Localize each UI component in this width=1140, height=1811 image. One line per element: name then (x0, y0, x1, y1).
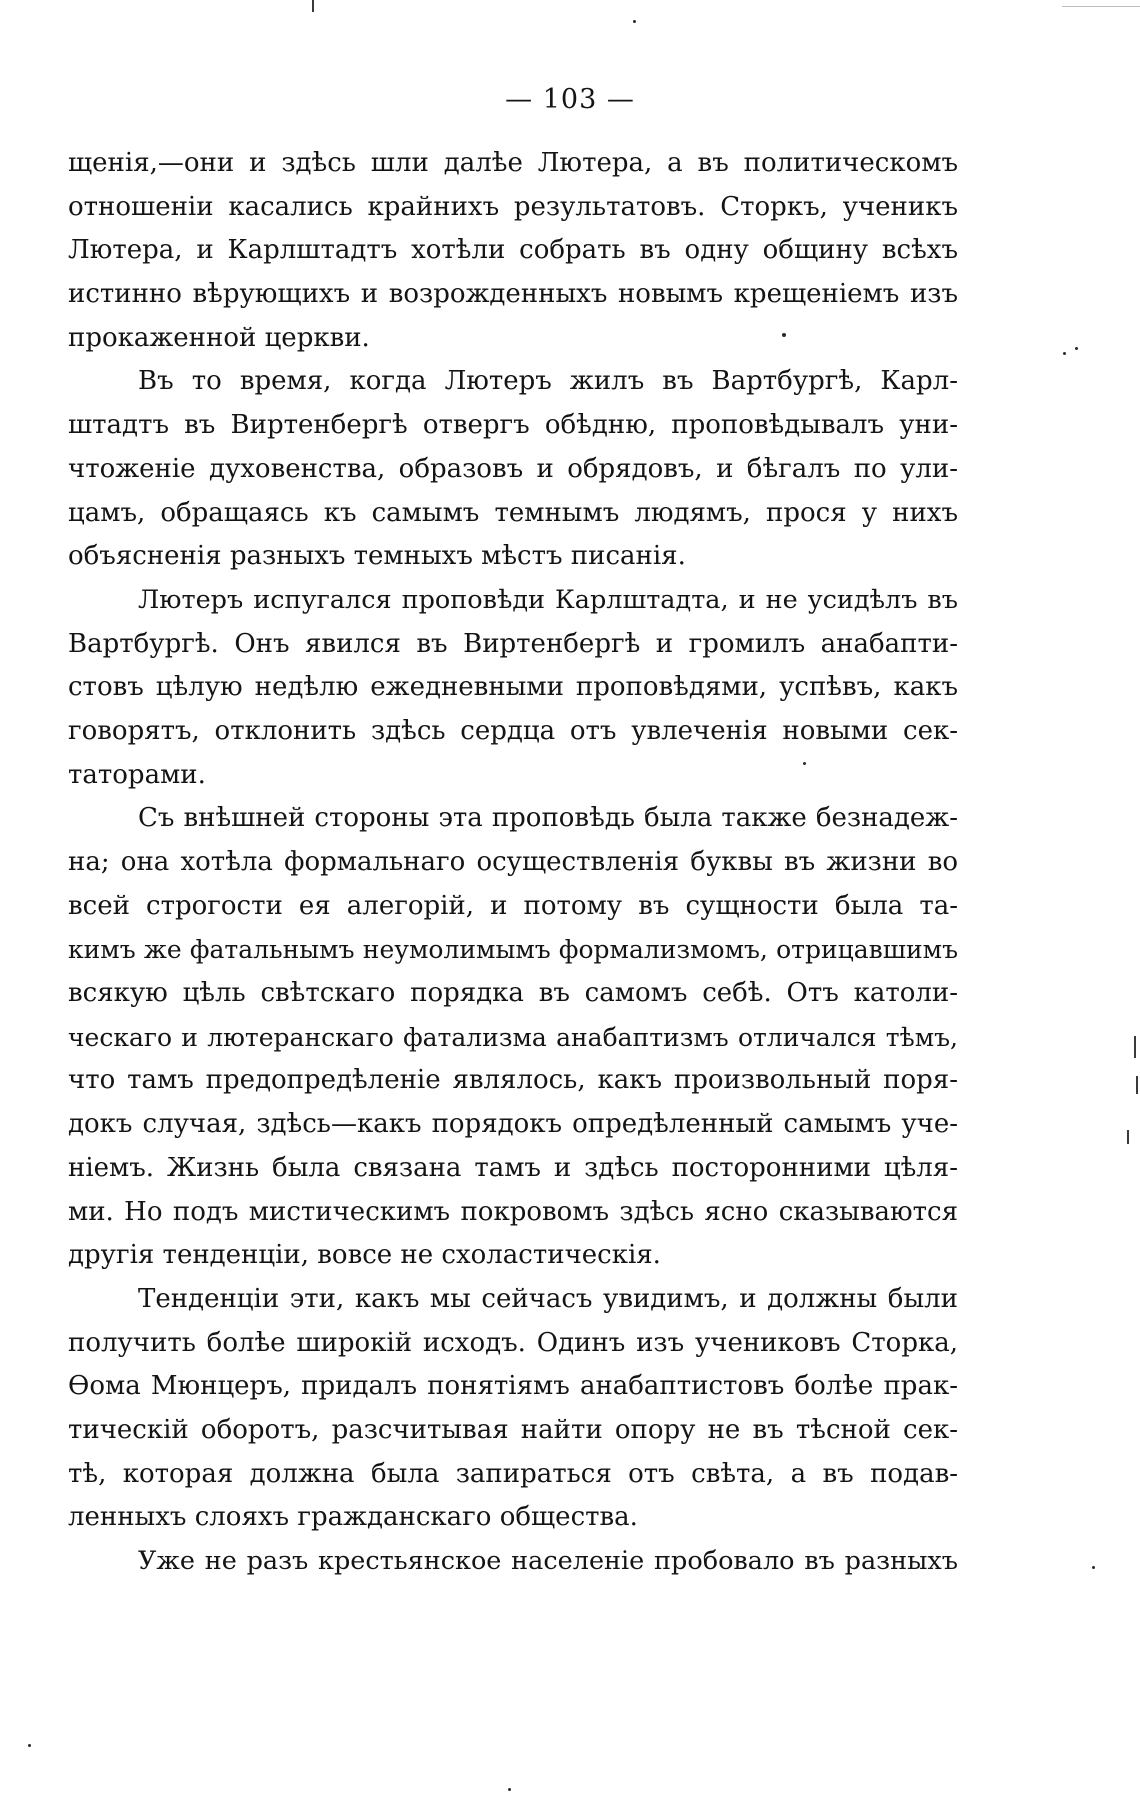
text-line: Лютера, и Карлштадтъ хотѣли собрать въ одну общину всѣхъ (68, 235, 958, 266)
text-line: стовъ цѣлую недѣлю ежедневными проповѣдями, успѣвъ, какъ (68, 672, 958, 703)
text-line: что тамъ предопредѣленіе являлось, какъ произвольный поря- (68, 1065, 958, 1096)
text-line: Въ то время, когда Лютеръ жилъ въ Вартбургѣ, Карл- (138, 366, 958, 397)
text-line: всякую цѣль свѣтскаго порядка въ самомъ себѣ. Отъ католи- (68, 978, 958, 1009)
text-line: таторами. (68, 759, 206, 790)
text-line: тѣ, которая должна была запираться отъ свѣта, а въ подав- (68, 1458, 958, 1489)
paragraph-4 (68, 797, 958, 1278)
scan-speck (508, 1788, 511, 1791)
text-line: другія тенденціи, вовсе не схоластическія. (68, 1240, 661, 1271)
text-line: ческаго и лютеранскаго фатализма анабаптизмъ отличался тѣмъ, (68, 1022, 958, 1052)
text-line: Лютеръ испугался проповѣди Карлштадта, и не усидѣлъ въ (138, 584, 958, 615)
paragraph-2 (68, 360, 958, 578)
scan-edge-mark (1134, 1036, 1136, 1058)
text-line: прокаженной церкви. (68, 322, 370, 353)
scan-edge-mark (1127, 1130, 1129, 1144)
scan-speck (1063, 352, 1066, 355)
text-line: щенія,—они и здѣсь шли далѣе Лютера, а въ политическомъ (68, 148, 958, 178)
paragraph-3 (68, 579, 958, 797)
scan-edge-mark (1062, 6, 1140, 7)
text-line: штадтъ въ Виртенбергѣ отвергъ обѣдню, проповѣдывалъ уни- (68, 410, 958, 441)
text-line: чтоженіе духовенства, образовъ и обрядовъ, и бѣгалъ по ули- (68, 453, 958, 484)
text-line: ніемъ. Жизнь была связана тамъ и здѣсь посторонними цѣля- (68, 1152, 958, 1183)
text-line: получить болѣе широкій исходъ. Одинъ изъ учениковъ Сторка, (68, 1327, 958, 1358)
text-line: цамъ, обращаясь къ самымъ темнымъ людямъ, прося у нихъ (68, 497, 958, 528)
text-line: истинно вѣрующихъ и возрожденныхъ новымъ крещеніемъ изъ (68, 279, 958, 310)
scan-edge-mark (312, 0, 314, 12)
scan-edge-mark (1136, 1076, 1138, 1094)
paragraph-6 (68, 1540, 958, 1584)
scan-speck (633, 20, 636, 23)
text-line: тическій оборотъ, разсчитывая найти опору не въ тѣсной сек- (68, 1414, 958, 1445)
text-line: ми. Но подъ мистическимъ покровомъ здѣсь ясно сказываются (68, 1196, 958, 1227)
scan-speck (1092, 1566, 1095, 1569)
text-line: объясненія разныхъ темныхъ мѣстъ писанія. (68, 541, 686, 572)
text-line: Тенденціи эти, какъ мы сейчасъ увидимъ, и должны были (138, 1283, 958, 1314)
paragraph-5 (68, 1278, 958, 1540)
text-line: Ѳома Мюнцеръ, придалъ понятіямъ анабаптистовъ болѣе прак- (68, 1371, 958, 1402)
text-line: докъ случая, здѣсь—какъ порядокъ опредѣленный самымъ уче- (68, 1109, 958, 1140)
page-number: — 103 — (505, 84, 635, 115)
text-line: отношеніи касались крайнихъ результатовъ. Сторкъ, ученикъ (68, 191, 958, 222)
text-line: Съ внѣшней стороны эта проповѣдь была также безнадеж- (138, 803, 958, 834)
text-line: говорятъ, отклонить здѣсь сердца отъ увлеченія новыми сек- (68, 715, 958, 746)
scan-speck (1075, 347, 1078, 350)
text-line: всей строгости ея алегорій, и потому въ сущности была та- (68, 890, 958, 921)
text-line: Уже не разъ крестьянское населеніе пробовало въ разныхъ (138, 1546, 958, 1576)
text-line: ленныхъ слояхъ гражданскаго общества. (68, 1502, 638, 1533)
paragraph-1 (68, 142, 958, 360)
scan-speck (28, 1744, 31, 1747)
text-line: кимъ же фатальнымъ неумолимымъ формализмомъ, отрицавшимъ (68, 935, 958, 965)
body-text (68, 142, 958, 1584)
text-line: Вартбургѣ. Онъ явился въ Виртенбергѣ и громилъ анабапти- (68, 628, 958, 659)
text-line: на; она хотѣла формальнаго осуществленія буквы въ жизни во (68, 847, 958, 877)
